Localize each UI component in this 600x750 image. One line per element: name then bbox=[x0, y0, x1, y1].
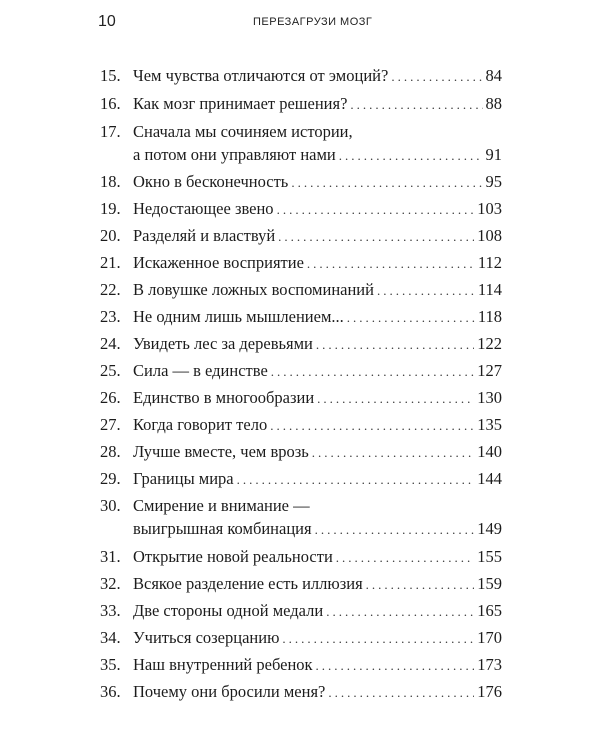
toc-entry-page: 176 bbox=[477, 682, 502, 701]
leader-dots bbox=[316, 333, 474, 356]
toc-entry-number: 26. bbox=[100, 388, 121, 407]
toc-entry-page: 155 bbox=[477, 547, 502, 566]
toc-entry-page: 84 bbox=[485, 66, 502, 85]
leader-dots bbox=[391, 65, 482, 88]
toc-entry-page: 170 bbox=[477, 628, 502, 647]
toc-entry-number: 21. bbox=[100, 253, 121, 272]
toc-entry-number: 27. bbox=[100, 415, 121, 434]
leader-dots bbox=[237, 468, 475, 491]
page-header bbox=[0, 13, 600, 37]
toc-entry-title: Не одним лишь мышлением... bbox=[133, 307, 344, 326]
toc-entry-number: 34. bbox=[100, 628, 121, 647]
toc-entry-number: 33. bbox=[100, 601, 121, 620]
leader-dots bbox=[278, 225, 474, 248]
toc-entry-page: 95 bbox=[485, 172, 502, 191]
toc-entry-title: Две стороны одной медали bbox=[133, 601, 324, 620]
toc-entry-number: 24. bbox=[100, 334, 121, 353]
leader-dots bbox=[339, 144, 483, 167]
toc-entry-page: 144 bbox=[477, 469, 502, 488]
toc-entry-title: Сила — в единстве bbox=[133, 361, 268, 380]
toc-entry-number: 20. bbox=[100, 226, 121, 245]
toc-entry-page: 114 bbox=[477, 280, 502, 299]
toc-entry-number: 31. bbox=[100, 547, 121, 566]
leader-dots bbox=[277, 198, 475, 221]
toc-entry-page: 103 bbox=[477, 199, 502, 218]
leader-dots bbox=[315, 518, 475, 541]
toc-entry-title: Всякое разделение есть иллюзия bbox=[133, 574, 363, 593]
leader-dots bbox=[291, 171, 482, 194]
toc-entry-title: Учиться созерцанию bbox=[133, 628, 280, 647]
leader-dots bbox=[316, 654, 475, 677]
toc-entry-number: 30. bbox=[100, 496, 121, 515]
toc-entry-title: Наш внутренний ребенок bbox=[133, 655, 313, 674]
toc-entry-number: 17. bbox=[100, 122, 121, 141]
leader-dots bbox=[350, 93, 482, 116]
leader-dots bbox=[328, 681, 474, 704]
toc-entry-title: Почему они бросили меня? bbox=[133, 682, 326, 701]
toc-entry-title: Разделяй и властвуй bbox=[133, 226, 276, 245]
leader-dots bbox=[307, 252, 475, 275]
toc-entry-page: 127 bbox=[477, 361, 502, 380]
toc-entry-title: Сначала мы сочиняем истории, bbox=[133, 122, 353, 141]
page-number: 10 bbox=[98, 13, 116, 30]
toc-entry-title: Окно в бесконечность bbox=[133, 172, 289, 191]
toc-entry-number: 32. bbox=[100, 574, 121, 593]
toc-entry-title: Увидеть лес за деревьями bbox=[133, 334, 313, 353]
toc-entry-number: 36. bbox=[100, 682, 121, 701]
toc-entry-page: 173 bbox=[477, 655, 502, 674]
toc-entry-number: 35. bbox=[100, 655, 121, 674]
leader-dots bbox=[271, 360, 474, 383]
toc-entry-number: 18. bbox=[100, 172, 121, 191]
toc-entry-page: 108 bbox=[477, 226, 502, 245]
toc-entry-title: Смирение и внимание — bbox=[133, 496, 310, 515]
toc-entry-title-continued: выигрышная комбинация bbox=[133, 519, 312, 538]
toc-entry-number: 22. bbox=[100, 280, 121, 299]
toc-entry-page: 165 bbox=[477, 601, 502, 620]
toc-entry-page: 159 bbox=[477, 574, 502, 593]
toc-entry-number: 16. bbox=[100, 94, 121, 113]
toc-entry-number: 28. bbox=[100, 442, 121, 461]
leader-dots bbox=[336, 546, 474, 569]
toc-entry-number: 15. bbox=[100, 66, 121, 85]
toc-entry-number: 19. bbox=[100, 199, 121, 218]
toc-entry-title: Недостающее звено bbox=[133, 199, 274, 218]
toc-entry-page: 118 bbox=[477, 307, 502, 326]
toc-entry-title: Чем чувства отличаются от эмоций? bbox=[133, 66, 389, 85]
toc-entry-page: 149 bbox=[477, 519, 502, 538]
toc-entry-page: 135 bbox=[477, 415, 502, 434]
toc-entry-page: 122 bbox=[477, 334, 502, 353]
toc-entry-title: Как мозг принимает решения? bbox=[133, 94, 348, 113]
toc-entry-title: Открытие новой реальности bbox=[133, 547, 333, 566]
leader-dots bbox=[270, 414, 474, 437]
leader-dots bbox=[282, 627, 474, 650]
toc-entry-number: 29. bbox=[100, 469, 121, 488]
toc-entry-title: Искаженное восприятие bbox=[133, 253, 304, 272]
leader-dots bbox=[377, 279, 475, 302]
toc-entry-title: Лучше вместе, чем врозь bbox=[133, 442, 309, 461]
toc-entry-page: 88 bbox=[485, 94, 502, 113]
toc-entry-title: Когда говорит тело bbox=[133, 415, 268, 434]
toc-entry-page: 140 bbox=[477, 442, 502, 461]
toc-entry-page: 91 bbox=[485, 145, 502, 164]
running-title: ПЕРЕЗАГРУЗИ МОЗГ bbox=[253, 16, 373, 28]
leader-dots bbox=[366, 573, 475, 596]
toc-entry-title: Границы мира bbox=[133, 469, 234, 488]
toc-entry-title: Единство в многообразии bbox=[133, 388, 315, 407]
leader-dots bbox=[312, 441, 474, 464]
toc-entry-page: 112 bbox=[477, 253, 502, 272]
toc-entry-number: 23. bbox=[100, 307, 121, 326]
toc-entry-page: 130 bbox=[477, 388, 502, 407]
leader-dots bbox=[317, 387, 474, 410]
toc-entry-title: В ловушке ложных воспоминаний bbox=[133, 280, 374, 299]
leader-dots bbox=[347, 306, 475, 329]
leader-dots bbox=[326, 600, 474, 623]
toc-entry-title-continued: а потом они управляют нами bbox=[133, 145, 336, 164]
toc-entry-number: 25. bbox=[100, 361, 121, 380]
